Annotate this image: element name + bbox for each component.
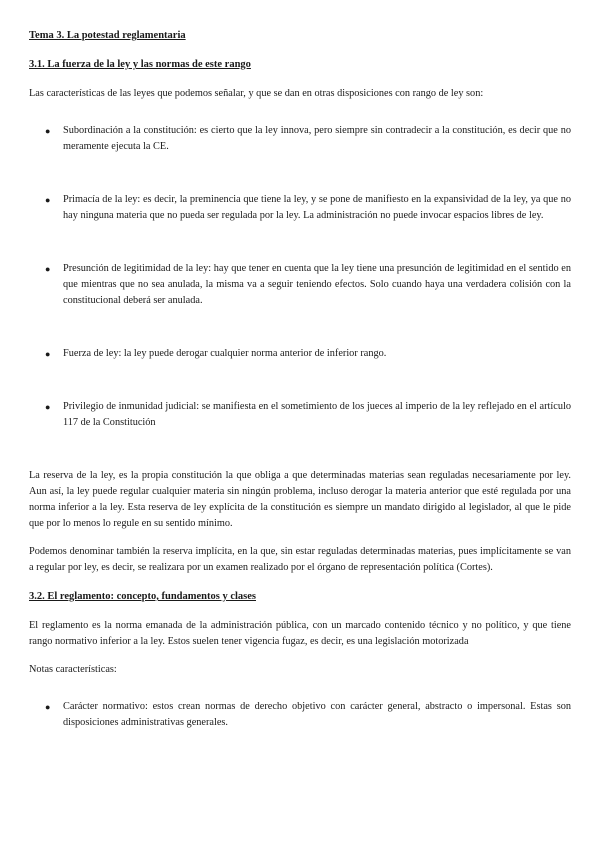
list-item-text: Privilegio de inmunidad judicial: se manifiesta en el sometimiento de los jueces al imperio de la ley reflejado en el artículo 117 de la Constitución: [63, 401, 571, 428]
list-item: [29, 399, 571, 431]
section-1-intro: Las características de las leyes que podemos señalar, y que se dan en otras disposiciones con rango de ley son:: [29, 88, 484, 99]
section-2-heading: 3.2. El reglamento: concepto, fundamentos y clases: [29, 591, 256, 602]
bullet-icon: ●: [45, 126, 51, 136]
bullet-icon: ●: [45, 195, 51, 205]
bullet-icon: ●: [45, 349, 51, 359]
list-item-text: Presunción de legitimidad de la ley: hay que tener en cuenta que la ley tiene una presunción de legitimidad en el sentido en que mientras que no sea anulada, la misma va a seguir teniendo efectos. Solo cuando haya una verdadera colisión con la constitucional deberá ser anulada.: [63, 263, 571, 306]
list-item: [29, 699, 571, 731]
bullet-icon: ●: [45, 402, 51, 412]
list-item: [29, 261, 571, 309]
document-title: Tema 3. La potestad reglamentaria: [29, 30, 186, 41]
list-item: [29, 192, 571, 224]
notas-label: Notas características:: [29, 664, 117, 675]
list-item: [29, 123, 571, 155]
reserva-paragraph-1: La reserva de la ley, es la propia constitución la que obliga a que determinadas materias sean reguladas necesariamente por ley. Aun así, la ley puede regular cualquier materia sin ningún problema, incluso derogar la materia anterior que esté regulada por una norma inferior a la ley. Esta reserva de ley explícita de la constitución es siempre un mandato dirigido al legislador, al que le pide que por lo menos lo regule en su sentido mínimo.: [29, 470, 571, 529]
reglamento-paragraph: El reglamento es la norma emanada de la administración pública, con un marcado contenido técnico y no político, y que tiene rango normativo inferior a la ley. Estos suelen tener vigencia fugaz, es decir, es una legislación motorizada: [29, 620, 571, 647]
list-item-text: Primacía de la ley: es decir, la preminencia que tiene la ley, y se pone de manifiesto en la expansividad de la ley, ya que no hay ninguna materia que no pueda ser regulada por la ley. La administración no puede invocar espacios libres de ley.: [63, 194, 571, 221]
list-item-text: Carácter normativo: estos crean normas de derecho objetivo con carácter general, abstracto o impersonal. Estas son disposiciones administrativas generales.: [63, 701, 571, 728]
bullet-icon: ●: [45, 702, 51, 712]
section-2-bullet-list: [29, 699, 571, 731]
section-1-bullet-list: [29, 123, 571, 431]
list-item-text: Subordinación a la constitución: es cierto que la ley innova, pero siempre sin contradecir a la constitución, es decir que no meramente ejecuta la CE.: [63, 125, 571, 152]
bullet-icon: ●: [45, 264, 51, 274]
reserva-paragraph-2: Podemos denominar también la reserva implícita, en la que, sin estar reguladas determinadas materias, pues implícitamente se van a regular por ley, es decir, se realizara por un examen realizado por el órgano de representación política (Cortes).: [29, 546, 571, 573]
list-item: [29, 346, 571, 362]
list-item-text: Fuerza de ley: la ley puede derogar cualquier norma anterior de inferior rango.: [63, 348, 387, 359]
section-1-heading: 3.1. La fuerza de la ley y las normas de este rango: [29, 59, 251, 70]
